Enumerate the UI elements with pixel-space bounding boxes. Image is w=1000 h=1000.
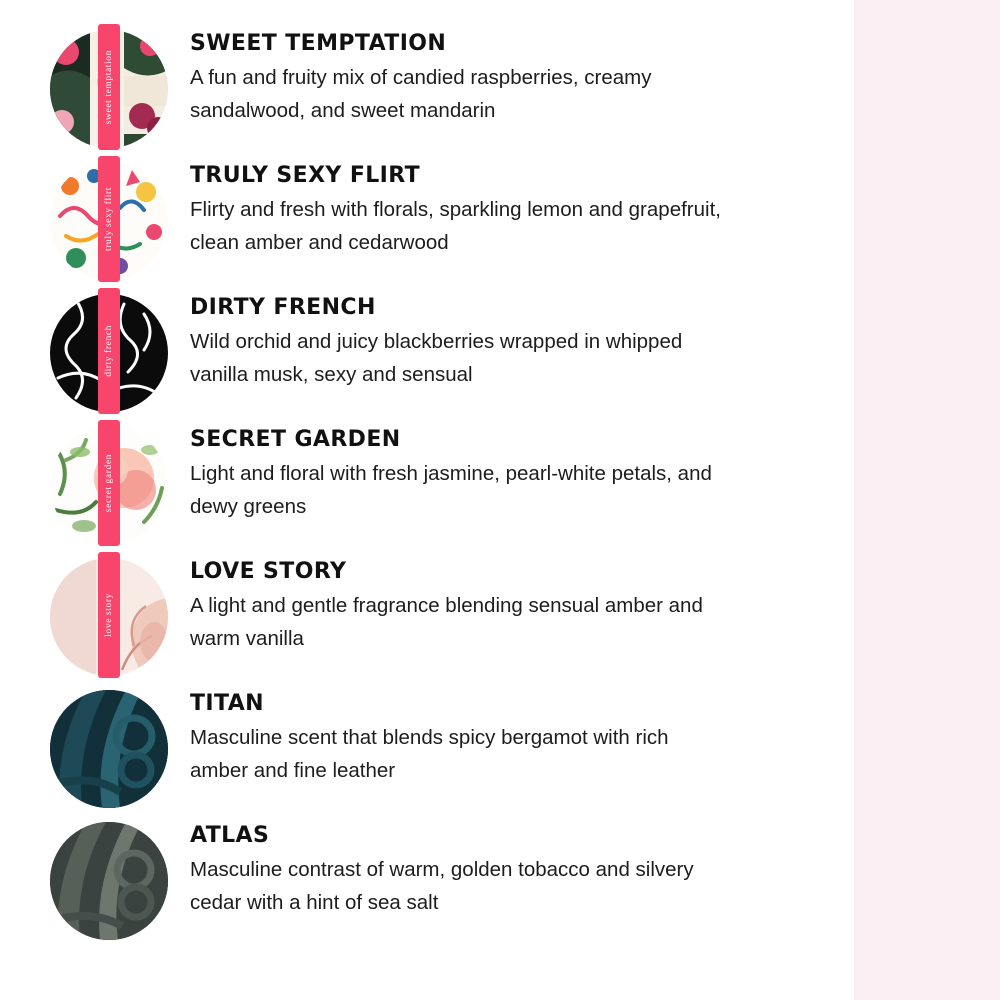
list-item[interactable] bbox=[50, 426, 750, 546]
strip-label-text: truly sexy flirt bbox=[104, 187, 114, 251]
text-column bbox=[190, 426, 730, 524]
thumbnail-wrapper bbox=[50, 690, 168, 808]
text-column bbox=[190, 822, 730, 920]
list-item[interactable] bbox=[50, 294, 750, 414]
strip-label-text: sweet temptation bbox=[104, 49, 114, 125]
product-title: SWEET TEMPTATION bbox=[190, 31, 447, 56]
list-item[interactable] bbox=[50, 690, 750, 810]
product-description: A fun and fruity mix of candied raspberries, creamy sandalwood, and sweet mandarin bbox=[190, 66, 652, 123]
product-description: Flirty and fresh with florals, sparkling lemon and grapefruit, clean amber and cedarwood bbox=[190, 198, 721, 255]
strip-label-text: secret garden bbox=[104, 453, 114, 513]
product-description: Masculine scent that blends spicy bergamot with rich amber and fine leather bbox=[190, 726, 669, 783]
thumbnail-wrapper bbox=[50, 30, 168, 148]
list-item[interactable] bbox=[50, 822, 750, 942]
product-label-strip bbox=[98, 24, 120, 150]
thumbnail-wrapper bbox=[50, 162, 168, 280]
product-description: Wild orchid and juicy blackberries wrapped in whipped vanilla musk, sexy and sensual bbox=[190, 330, 683, 387]
strip-label-text: love story bbox=[104, 593, 114, 637]
product-description: A light and gentle fragrance blending sensual amber and warm vanilla bbox=[190, 594, 703, 651]
atlas-thumbnail bbox=[50, 822, 168, 940]
product-description: Light and floral with fresh jasmine, pearl-white petals, and dewy greens bbox=[190, 462, 712, 519]
thumbnail-wrapper bbox=[50, 822, 168, 940]
list-item[interactable] bbox=[50, 30, 750, 150]
product-title: TRULY SEXY FLIRT bbox=[190, 163, 421, 188]
product-label-strip bbox=[98, 288, 120, 414]
right-decorative-panel bbox=[854, 0, 1000, 1000]
product-label-strip bbox=[98, 156, 120, 282]
product-title: LOVE STORY bbox=[190, 559, 347, 584]
product-description: Masculine contrast of warm, golden tobacco and silvery cedar with a hint of sea salt bbox=[190, 858, 694, 915]
text-column bbox=[190, 558, 730, 656]
product-title: DIRTY FRENCH bbox=[190, 295, 376, 320]
text-column bbox=[190, 294, 730, 392]
thumbnail-wrapper bbox=[50, 558, 168, 676]
thumbnail-wrapper bbox=[50, 426, 168, 544]
product-title: TITAN bbox=[190, 691, 264, 716]
product-label-strip bbox=[98, 552, 120, 678]
text-column bbox=[190, 162, 730, 260]
titan-thumbnail bbox=[50, 690, 168, 808]
list-item[interactable] bbox=[50, 558, 750, 678]
text-column bbox=[190, 30, 730, 128]
list-item[interactable] bbox=[50, 162, 750, 282]
product-title: ATLAS bbox=[190, 823, 270, 848]
product-label-strip bbox=[98, 420, 120, 546]
strip-label-text: dirty french bbox=[104, 325, 114, 377]
thumbnail-wrapper bbox=[50, 294, 168, 412]
fragrance-list bbox=[50, 30, 750, 954]
text-column bbox=[190, 690, 730, 788]
product-title: SECRET GARDEN bbox=[190, 427, 401, 452]
